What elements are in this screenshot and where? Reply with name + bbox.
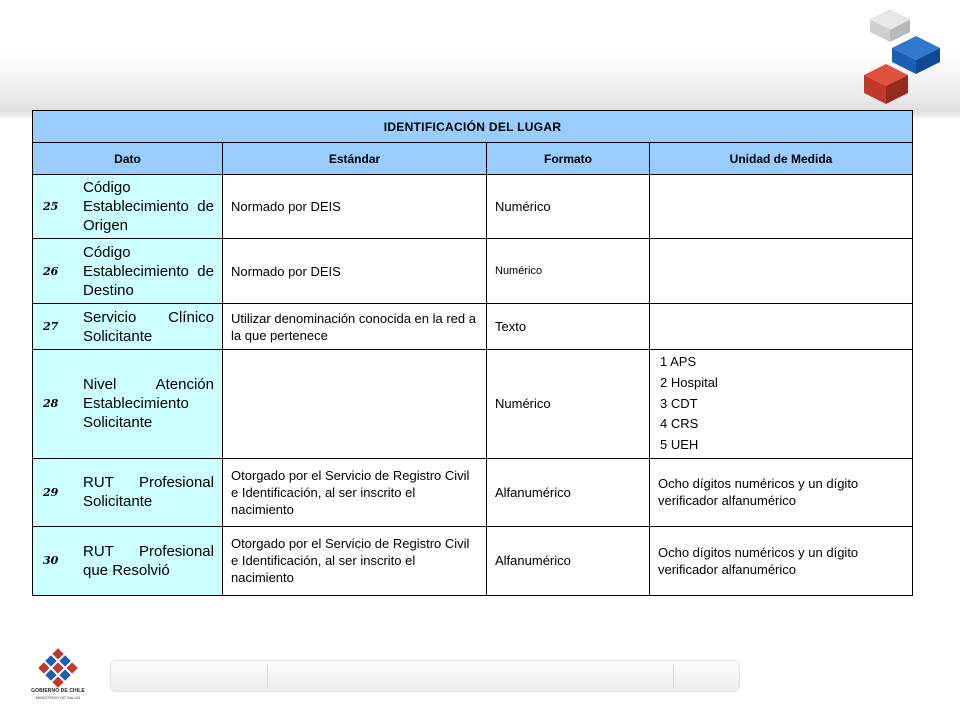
header-estandar: Estándar <box>223 143 487 175</box>
identificacion-table <box>32 110 913 596</box>
list-item: 3 CDT <box>660 395 698 411</box>
estandar-cell: Normado por DEIS <box>223 175 487 239</box>
unidad-cell <box>650 175 913 239</box>
table-title: IDENTIFICACIÓN DEL LUGAR <box>33 111 913 143</box>
unidad-cell <box>650 350 913 459</box>
table-row <box>33 526 913 595</box>
list-item: 4 CRS <box>660 416 699 432</box>
table-row <box>33 350 913 459</box>
header-dato: Dato <box>33 143 223 175</box>
list-item: 1 APS <box>660 354 697 369</box>
government-logo-icon <box>28 648 88 688</box>
formato-cell: Texto <box>487 304 650 350</box>
estandar-cell <box>223 350 487 459</box>
row-number: 29 <box>43 485 59 499</box>
unidad-cell: Ocho dígitos numéricos y un dígito verificador alfanumérico <box>650 526 913 595</box>
dato-label: Código Establecimiento de Origen <box>83 179 214 234</box>
dato-label: Servicio Clínico Solicitante <box>83 308 214 345</box>
formato-cell: Numérico <box>487 175 650 239</box>
formato-cell: Alfanumérico <box>487 458 650 526</box>
row-number: 26 <box>43 264 59 278</box>
table-row <box>33 304 913 350</box>
footer-divider <box>673 664 674 688</box>
row-number: 27 <box>43 320 59 333</box>
dato-cell <box>33 175 223 239</box>
header-unidad: Unidad de Medida <box>650 143 913 175</box>
footer-divider <box>267 664 268 688</box>
dato-cell <box>33 304 223 350</box>
footer-bar <box>110 660 740 692</box>
table-row <box>33 458 913 526</box>
formato-cell: Numérico <box>487 239 650 304</box>
stacked-cubes-icon <box>860 8 956 108</box>
dato-label: RUT Profesional que Resolvió <box>83 542 214 579</box>
table-row <box>33 175 913 239</box>
unidad-cell <box>650 239 913 304</box>
dato-label: Código Establecimiento de Destino <box>83 243 214 299</box>
government-logo <box>28 648 88 702</box>
estandar-cell: Otorgado por el Servicio de Registro Civil e Identificación, al ser inscrito el nacimiento <box>223 526 487 595</box>
dato-cell <box>33 239 223 304</box>
dato-cell <box>33 458 223 526</box>
dato-label: Nivel Atención Establecimiento Solicitante <box>83 376 214 432</box>
estandar-cell: Otorgado por el Servicio de Registro Civil e Identificación, al ser inscrito el nacimiento <box>223 458 487 526</box>
list-item: 5 UEH <box>660 437 699 453</box>
unidad-cell <box>650 304 913 350</box>
table-header-row <box>33 143 913 175</box>
estandar-cell: Normado por DEIS <box>223 239 487 304</box>
dato-cell <box>33 350 223 459</box>
formato-cell: Numérico <box>487 350 650 459</box>
estandar-cell: Utilizar denominación conocida en la red a la que pertenece <box>223 304 487 350</box>
logo-text-ministerio: MINISTERIO DE SALUD <box>35 695 81 700</box>
dato-cell <box>33 526 223 595</box>
table-title-row <box>33 111 913 143</box>
row-number: 28 <box>43 397 59 411</box>
formato-cell: Alfanumérico <box>487 526 650 595</box>
header-band <box>0 0 960 118</box>
logo-text-gobierno: GOBIERNO DE CHILE <box>31 688 85 694</box>
row-number: 25 <box>43 200 59 213</box>
list-item: 2 Hospital <box>660 374 718 390</box>
table-row <box>33 239 913 304</box>
dato-label: RUT Profesional Solicitante <box>83 474 214 511</box>
row-number: 30 <box>43 554 59 568</box>
unidad-cell: Ocho dígitos numéricos y un dígito verificador alfanumérico <box>650 458 913 526</box>
header-formato: Formato <box>487 143 650 175</box>
